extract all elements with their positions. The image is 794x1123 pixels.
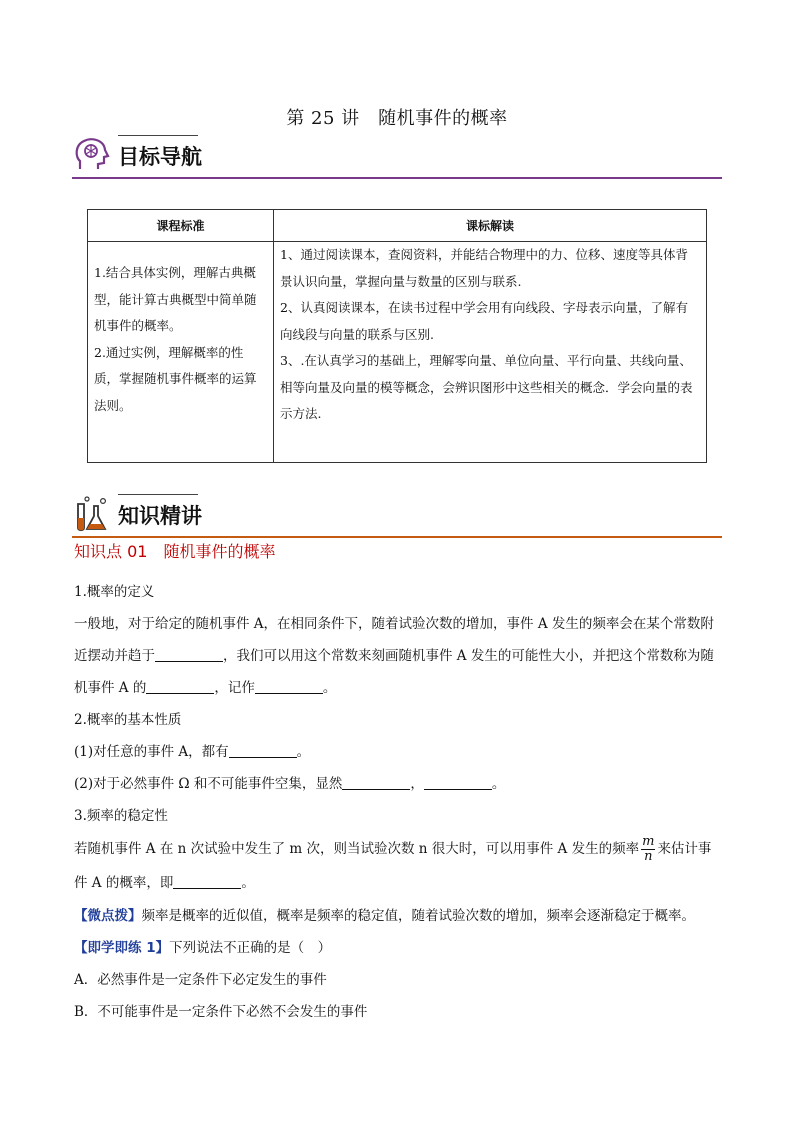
answer-blank <box>229 743 297 758</box>
section-topline <box>118 135 198 136</box>
paragraph-stability: 若随机事件 A 在 n 次试验中发生了 m 次，则当试验次数 n 很大时，可以用事件 A 发生的频率 $\frac{m}{n}$ 来估计事件 A 的概率，即 。 <box>74 834 712 891</box>
tip-tag: 【微点拨】 <box>74 908 142 924</box>
interpretation-item: 3、.在认真学习的基础上，理解零向量、单位向量、平行向量、共线向量、相等向量及向量的模等概念，会辨识图形中这些相关的概念．学会向量的表示方法. <box>280 353 693 421</box>
subheading: 2.概率的基本性质 <box>74 712 182 728</box>
tip-paragraph: 【微点拨】频率是概率的近似值，概率是频率的稳定值，随着试验次数的增加，频率会逐渐稳定于概率。 <box>74 908 695 924</box>
interpretation-item: 1、通过阅读课本，查阅资料，并能结合物理中的力、位移、速度等具体背景认识向量，掌握向量与数量的区别与联系. <box>280 247 688 289</box>
answer-blank <box>173 874 241 889</box>
curriculum-table <box>87 209 707 463</box>
subheading: 1.概率的定义 <box>74 584 155 600</box>
answer-blank <box>424 775 492 790</box>
knowledge-point-title: 知识点 01 随机事件的概率 <box>74 542 276 561</box>
property-item: (1)对任意的事件 A，都有 。 <box>74 744 311 760</box>
exercise-question: 【即学即练 1】下列说法不正确的是（ ） <box>74 940 332 956</box>
subheading: 3.频率的稳定性 <box>74 808 168 824</box>
option-a: A．必然事件是一定条件下必定发生的事件 <box>74 972 327 988</box>
option-b: B．不可能事件是一定条件下必然不会发生的事件 <box>74 1004 368 1020</box>
standard-item: 1.结合具体实例，理解古典概型，能计算古典概型中简单随机事件的概率。 <box>94 265 257 333</box>
paragraph-definition: 一般地，对于给定的随机事件 A，在相同条件下，随着试验次数的增加，事件 A 发生的频率会在某个常数附近摆动并趋于 ，我们可以用这个常数来刻画随机事件 A 发生的可能性大小，并把这个常数称为随机事件 A 的 ，记作 。 <box>74 616 714 696</box>
table-row <box>88 242 707 463</box>
table-cell-interpretation <box>274 242 707 463</box>
section-header-knowledge <box>72 494 722 538</box>
flask-icon <box>72 494 112 534</box>
page-title: 第 25 讲 随机事件的概率 <box>286 108 508 129</box>
section-label-goals: 目标导航 <box>118 145 202 169</box>
answer-blank <box>146 679 214 694</box>
section-topline <box>118 494 198 495</box>
answer-blank <box>342 775 410 790</box>
section-divider <box>72 536 722 538</box>
interpretation-item: 2、认真阅读课本，在读书过程中学会用有向线段、字母表示向量，了解有向线段与向量的联系与区别. <box>280 300 688 342</box>
standard-item: 2.通过实例，理解概率的性质，掌握随机事件概率的运算法则。 <box>94 344 257 413</box>
section-header-goals <box>72 135 722 179</box>
table-header-row <box>88 210 707 242</box>
section-divider <box>72 177 722 179</box>
content-body <box>74 576 722 1028</box>
answer-blank <box>255 679 323 694</box>
answer-blank <box>155 647 223 662</box>
table-header: 课标解读 <box>274 210 707 242</box>
fraction-m-over-n: $\frac{m}{n}$ <box>642 834 655 864</box>
table-cell-standard <box>88 242 274 463</box>
exercise-tag: 【即学即练 1】 <box>74 940 170 956</box>
table-header: 课程标准 <box>88 210 274 242</box>
property-item: (2)对于必然事件 Ω 和不可能事件空集，显然 ， 。 <box>74 776 506 792</box>
section-label-knowledge: 知识精讲 <box>118 504 202 528</box>
head-brain-icon <box>72 135 112 175</box>
